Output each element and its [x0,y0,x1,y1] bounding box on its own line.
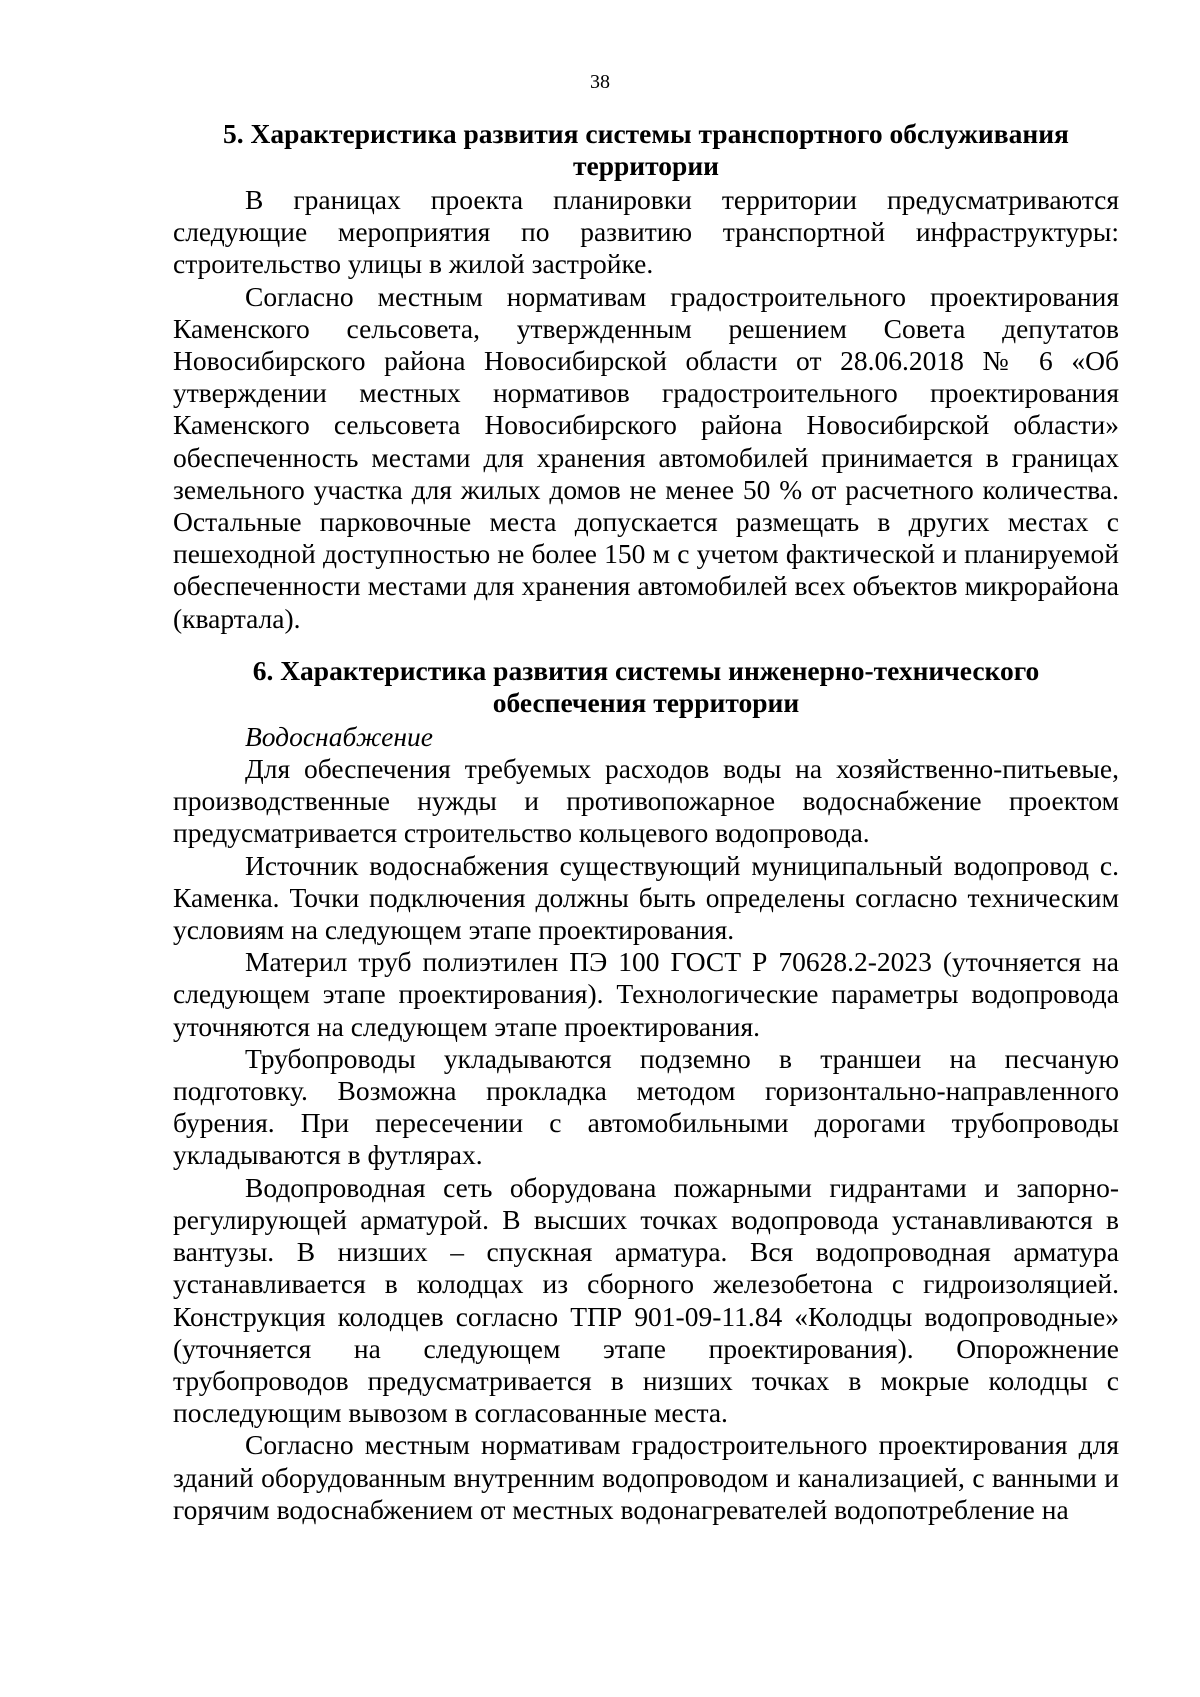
page-number: 38 [590,71,610,93]
section-6-heading [173,655,1119,719]
document-body [173,118,1119,1526]
section-6-paragraph-3: Материл труб полиэтилен ПЭ 100 ГОСТ Р 70628.2-2023 (уточняется на следующем этапе проектирования). Технологические параметры водопровода уточняются на следующем этапе проектирования. [173,946,1119,1042]
section-5-paragraph-1: В границах проекта планировки территории предусматриваются следующие мероприятия по развитию транспортной инфраструктуры: строительство улицы в жилой застройке. [173,184,1119,280]
section-6-paragraph-4: Трубопроводы укладываются подземно в траншеи на песчаную подготовку. Возможна прокладка методом горизонтально-направленного бурения. При пересечении с автомобильными дорогами трубопроводы укладываются в футлярах. [173,1042,1119,1171]
section-6-paragraph-1: Для обеспечения требуемых расходов воды на хозяйственно-питьевые, производственные нужды и противопожарное водоснабжение проектом предусматривается строительство кольцевого водопровода. [173,753,1119,849]
section-6-paragraph-2: Источник водоснабжения существующий муниципальный водопровод с. Каменка. Точки подключения должны быть определены согласно техническим условиям на следующем этапе проектирования. [173,849,1119,946]
section-5-paragraph-2: Согласно местным нормативам градостроительного проектирования Каменского сельсовета, утвержденным решением Совета депутатов Новосибирского района Новосибирской области от 28.06.2018 № 6 «Об утверждении местных нормативов градостроительного проектирования Каменского сельсовета Новосибирского района Новосибирской области» обеспеченность местами для хранения автомобилей принимается в границах земельного участка для жилых домов не менее 50 % от расчетного количества. Остальные парковочные места допускается размещать в других местах с пешеходной доступностью не более 150 м с учетом фактической и планируемой обеспеченности местами для хранения автомобилей всех объектов микрорайона (квартала). [173,280,1119,634]
section-6-paragraph-5: Водопроводная сеть оборудована пожарными гидрантами и запорно-регулирующей арматурой. В высших точках водопровода устанавливаются в вантузы. В низших – спускная арматура. Вся водопроводная арматура устанавливается в колодцах из сборного железобетона с гидроизоляцией. Конструкция колодцев согласно ТПР 901-09-11.84 «Колодцы водопроводные» (уточняется на следующем этапе проектирования). Опорожнение трубопроводов предусматривается в низших точках в мокрые колодцы с последующим вывозом в согласованные места. [173,1171,1119,1429]
section-6-heading-line-2: обеспечения территории [492,686,800,718]
section-6-paragraph-6: Согласно местным нормативам градостроительного проектирования для зданий оборудованным внутренним водопроводом и канализацией, с ванными и горячим водоснабжением от местных водонагревателей водопотребление на [173,1429,1119,1525]
section-6-heading-line-1: 6. Характеристика развития системы инженерно-технического [252,654,1040,686]
section-5-heading [173,118,1119,182]
section-5-heading-line-2: территории [572,150,720,181]
water-supply-subheading: Водоснабжение [245,720,433,752]
section-5-heading-line-1: 5. Характеристика развития системы транспортного обслуживания [223,118,1069,149]
